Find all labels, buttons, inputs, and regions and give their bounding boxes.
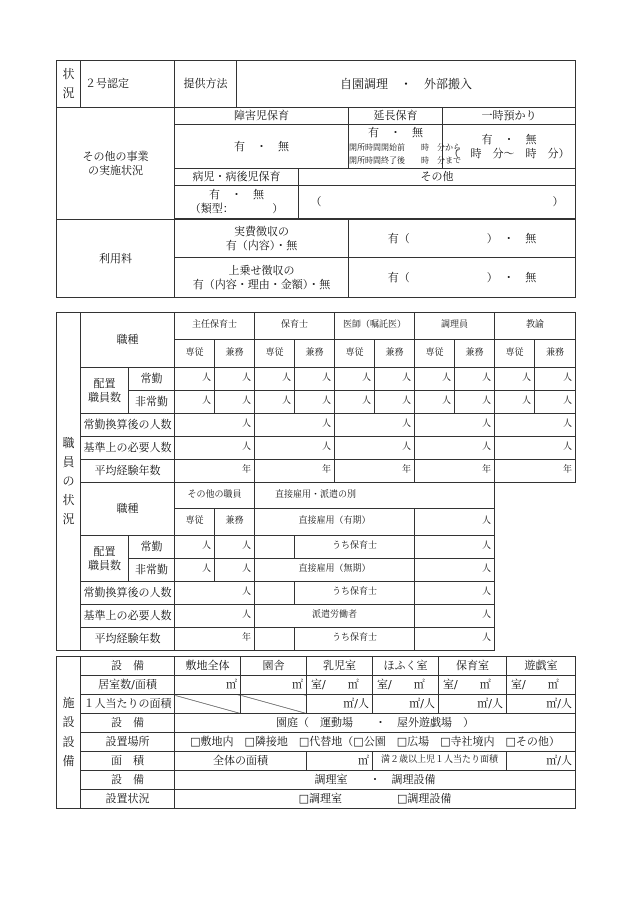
cell-unit: 人 [415, 559, 495, 582]
col-concurrent: 兼務 [215, 340, 255, 368]
direct-dispatch-header: 直接雇用・派遣の別 [255, 483, 495, 509]
job-cook: 調理員 [415, 313, 495, 340]
sick-care-cell: 有 ・ 無 （類型： ） [175, 186, 299, 219]
cell-unit: 人 [375, 391, 415, 414]
fees-label: 利用料 [57, 220, 175, 298]
cell-room-m2: 室/ ㎡ [307, 676, 373, 695]
cell-m2-per: ㎡/人 [439, 695, 507, 714]
room-site: 敷地全体 [175, 657, 241, 676]
cell-unit: 人 [335, 368, 375, 391]
col-fulltime: 専従 [415, 340, 455, 368]
direct-fixed-label: 直接雇用（有期） [255, 509, 415, 536]
required-label-2: 基準上の必要人数 [81, 605, 175, 628]
nonregular-label-2: 非常勤 [129, 559, 175, 582]
indent-cell [255, 582, 295, 605]
indent-cell [255, 536, 295, 559]
of-which-nursery: うち保育士 [295, 582, 415, 605]
regular-label-2: 常勤 [129, 536, 175, 559]
other-projects-label: その他の事業 の実施状況 [57, 108, 175, 220]
cell-unit: 人 [415, 582, 495, 605]
extended-care-cell: 有 ・ 無 開所時間開始前 時 分から 開所時間終了後 時 分まで [349, 125, 443, 169]
col-concurrent: 兼務 [535, 340, 576, 368]
fees-actual-label: 実費徴収の 有（内容）・無 [175, 220, 349, 258]
room-crawling: ほふく室 [373, 657, 439, 676]
cell-unit: 人 [295, 368, 335, 391]
cell-unit: 人 [215, 368, 255, 391]
cell-unit: 人 [415, 414, 495, 437]
cert-type: ２号認定 [81, 61, 175, 108]
fees-extra-value: 有（ ） ・ 無 [349, 258, 576, 298]
direct-indef-label: 直接雇用（無期） [255, 559, 415, 582]
job-nurse: 保育士 [255, 313, 335, 340]
cell-unit: 人 [415, 628, 495, 651]
job-teacher: 教諭 [495, 313, 576, 340]
cell-unit: 人 [255, 437, 335, 460]
col-fulltime: 専従 [335, 340, 375, 368]
job-type-label: 職種 [81, 313, 175, 368]
required-label: 基準上の必要人数 [81, 437, 175, 460]
blank-area [495, 483, 576, 651]
cell-m2: ㎡ [307, 752, 373, 771]
method-label: 提供方法 [175, 61, 237, 108]
cell-unit: 人 [495, 368, 535, 391]
cell-unit: 人 [335, 437, 415, 460]
cell-unit: 人 [295, 391, 335, 414]
cell-unit: 人 [415, 391, 455, 414]
cell-unit: 人 [175, 414, 255, 437]
facility-vertical-label: 施 設 設 備 [57, 657, 81, 809]
cell-unit: 人 [255, 391, 295, 414]
job-doctor: 医師（嘱託医） [335, 313, 415, 340]
area-label: 面 積 [81, 752, 175, 771]
staff-table [56, 312, 576, 651]
cell-unit: 人 [215, 536, 255, 559]
facility-table [56, 656, 576, 809]
job-type-label-2: 職種 [81, 483, 175, 536]
status-table [56, 60, 576, 108]
placement-label: 配置 職員数 [81, 368, 129, 414]
equip-label-3: 設 備 [81, 771, 175, 790]
room-building: 園舎 [241, 657, 307, 676]
location-label: 設置場所 [81, 733, 175, 752]
col-concurrent: 兼務 [295, 340, 335, 368]
cell-m2-per: ㎡/人 [507, 752, 576, 771]
per-person-label: １人当たりの面積 [81, 695, 175, 714]
header-disabled-care: 障害児保育 [175, 108, 349, 125]
col-fulltime: 専従 [495, 340, 535, 368]
cell-unit: 人 [415, 437, 495, 460]
garden-value: 園庭（ 運動場 ・ 屋外遊戯場 ） [175, 714, 576, 733]
other-staff-header: その他の職員 [175, 483, 255, 509]
equip-label-2: 設 備 [81, 714, 175, 733]
avg-exp-label: 平均経験年数 [81, 460, 175, 483]
fte-label-2: 常勤換算後の人数 [81, 582, 175, 605]
cell-room-m2: 室/ ㎡ [507, 676, 576, 695]
cell-unit: 年 [495, 460, 576, 483]
cell-m2: ㎡ [175, 676, 241, 695]
col-concurrent: 兼務 [375, 340, 415, 368]
cell-unit: 人 [535, 368, 576, 391]
per-child-label: 満２歳以上児１人当たり面積 [373, 752, 507, 771]
header-temp-care: 一時預かり [443, 108, 576, 125]
header-sick-care: 病児・病後児保育 [175, 169, 299, 186]
indent-cell [255, 628, 295, 651]
cell-unit: 人 [175, 391, 215, 414]
cell-unit: 人 [215, 559, 255, 582]
cell-unit: 人 [175, 605, 255, 628]
cell-unit: 人 [495, 414, 576, 437]
fees-actual-value: 有（ ） ・ 無 [349, 220, 576, 258]
of-which-nursery: うち保育士 [295, 628, 415, 651]
col-fulltime: 専従 [175, 509, 215, 536]
nonregular-label: 非常勤 [129, 391, 175, 414]
col-concurrent: 兼務 [455, 340, 495, 368]
cell-room-m2: 室/ ㎡ [439, 676, 507, 695]
cell-unit: 年 [175, 628, 255, 651]
count-area-label: 居室数/面積 [81, 676, 175, 695]
diag-cell [175, 695, 241, 714]
cell-unit: 年 [415, 460, 495, 483]
cell-unit: 人 [175, 368, 215, 391]
regular-label: 常勤 [129, 368, 175, 391]
of-which-nursery: うち保育士 [295, 536, 415, 559]
col-fulltime: 専従 [175, 340, 215, 368]
location-value: □敷地内 □隣接地 □代替地（□公園 □広場 □寺社境内 □その他） [175, 733, 576, 752]
install-label: 設置状況 [81, 790, 175, 809]
cell-unit: 人 [415, 536, 495, 559]
cell-m2: ㎡ [241, 676, 307, 695]
cell-unit: 人 [255, 368, 295, 391]
cell-m2-per: ㎡/人 [507, 695, 576, 714]
equip-label: 設 備 [81, 657, 175, 676]
header-other: その他 [299, 169, 576, 186]
cell-m2-per: ㎡/人 [307, 695, 373, 714]
cell-unit: 人 [335, 414, 415, 437]
other-paren: （ ） [299, 186, 576, 219]
col-concurrent: 兼務 [215, 509, 255, 536]
install-value: □調理室 □調理設備 [175, 790, 576, 809]
cell-unit: 人 [215, 391, 255, 414]
col-fulltime: 専従 [255, 340, 295, 368]
cell-unit: 人 [535, 391, 576, 414]
kitchen-equip: 調理室 ・ 調理設備 [175, 771, 576, 790]
status-vertical-label: 状 況 [57, 61, 81, 108]
cell-m2-per: ㎡/人 [373, 695, 439, 714]
cell-unit: 人 [415, 368, 455, 391]
avg-exp-label-2: 平均経験年数 [81, 628, 175, 651]
dispatched-label: 派遣労働者 [255, 605, 415, 628]
disabled-care-yes-no: 有 ・ 無 [175, 125, 349, 169]
temp-care-cell: 有 ・ 無 （ 時 分～ 時 分） [443, 125, 576, 169]
cell-unit: 人 [175, 536, 215, 559]
job-head-nurse: 主任保育士 [175, 313, 255, 340]
cell-unit: 年 [335, 460, 415, 483]
cell-unit: 年 [255, 460, 335, 483]
room-play: 遊戯室 [507, 657, 576, 676]
cell-unit: 人 [495, 391, 535, 414]
cell-room-m2: 室/ ㎡ [373, 676, 439, 695]
cell-unit: 人 [175, 582, 255, 605]
cell-unit: 人 [455, 391, 495, 414]
cell-unit: 人 [415, 509, 495, 536]
fte-label: 常勤換算後の人数 [81, 414, 175, 437]
method-value: 自園調理 ・ 外部搬入 [237, 61, 576, 108]
cell-unit: 人 [175, 559, 215, 582]
cell-unit: 人 [335, 391, 375, 414]
cell-unit: 人 [495, 437, 576, 460]
cell-unit: 人 [255, 414, 335, 437]
cell-unit: 人 [375, 368, 415, 391]
diag-cell [241, 695, 307, 714]
room-infant: 乳児室 [307, 657, 373, 676]
staff-vertical-label: 職 員 の 状 況 [57, 313, 81, 651]
cell-unit: 年 [175, 460, 255, 483]
header-extended-care: 延長保育 [349, 108, 443, 125]
fees-extra-label: 上乗せ徴収の 有（内容・理由・金額）・無 [175, 258, 349, 298]
total-area-label: 全体の面積 [175, 752, 307, 771]
cell-unit: 人 [415, 605, 495, 628]
cell-unit: 人 [175, 437, 255, 460]
cell-unit: 人 [455, 368, 495, 391]
other-projects-table [56, 107, 576, 298]
room-nursery: 保育室 [439, 657, 507, 676]
placement-label-2: 配置 職員数 [81, 536, 129, 582]
